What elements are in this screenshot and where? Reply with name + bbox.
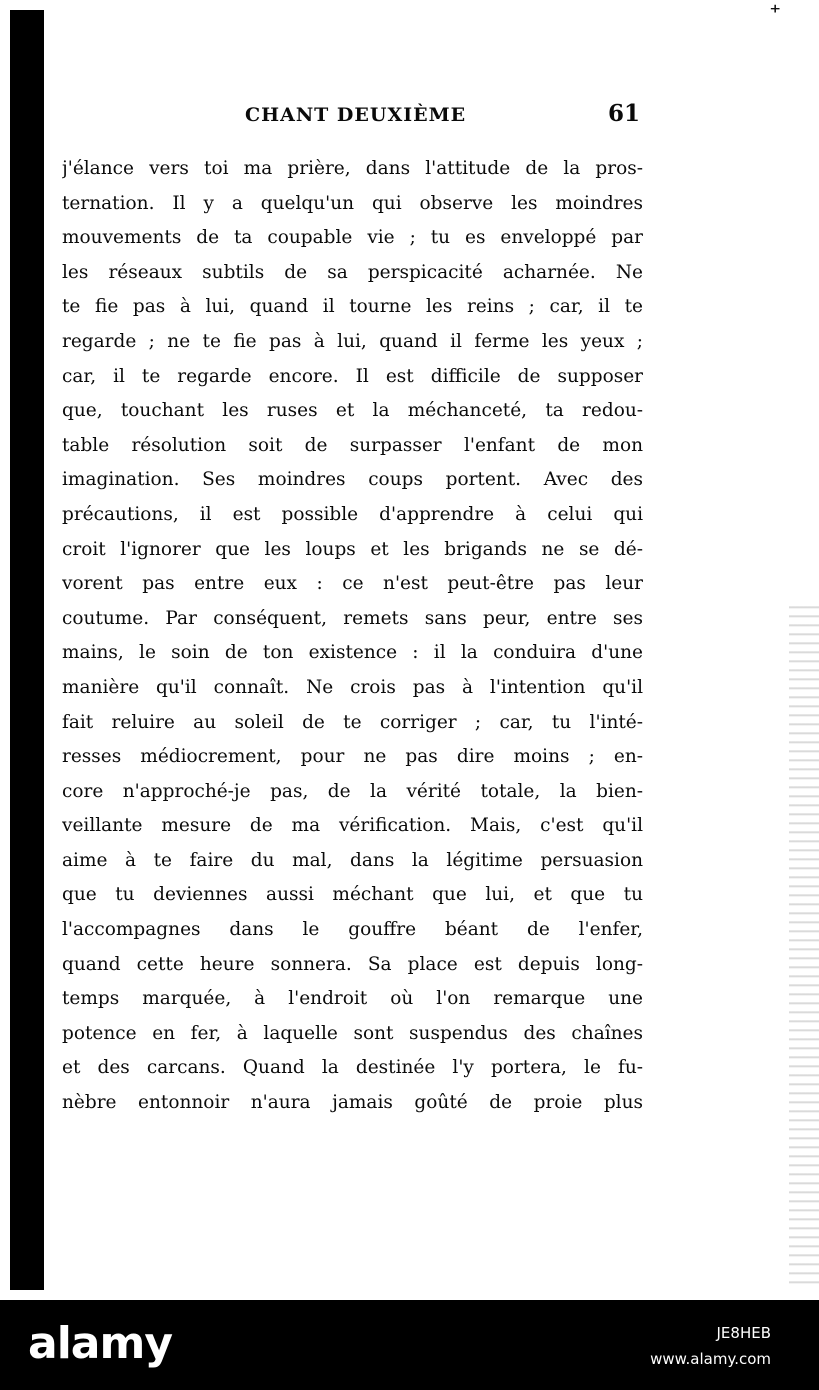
text-line: te fie pas à lui, quand il tourne les reins ; car, il te xyxy=(62,296,643,318)
body-text xyxy=(62,152,643,1121)
text-line: veillante mesure de ma vérification. Mais, c'est qu'il xyxy=(62,815,643,837)
corner-mark: ⁺ xyxy=(769,0,781,26)
stock-url: www.alamy.com xyxy=(650,1350,771,1368)
alamy-logo: alamy xyxy=(28,1318,172,1369)
text-line: les réseaux subtils de sa perspicacité acharnée. Ne xyxy=(62,261,643,283)
page-number: 61 xyxy=(607,100,640,127)
text-line: imagination. Ses moindres coups portent. Avec des xyxy=(62,469,643,491)
text-line: fait reluire au soleil de te corriger ; car, tu l'inté- xyxy=(62,711,643,733)
watermark-footer xyxy=(0,1300,819,1390)
stock-image-id: JE8HEB xyxy=(716,1324,771,1342)
left-binding-shadow xyxy=(10,10,44,1290)
text-line: car, il te regarde encore. Il est difficile de supposer xyxy=(62,365,643,387)
text-line: mains, le soin de ton existence : il la conduira d'une xyxy=(62,642,643,664)
text-line: nèbre entonnoir n'aura jamais goûté de proie plus xyxy=(62,1092,643,1114)
running-title: CHANT DEUXIÈME xyxy=(245,104,467,126)
text-line: temps marquée, à l'endroit où l'on remarque une xyxy=(62,988,643,1010)
text-line: table résolution soit de surpasser l'enfant de mon xyxy=(62,434,643,456)
text-line: manière qu'il connaît. Ne crois pas à l'intention qu'il xyxy=(62,676,643,698)
text-line: j'élance vers toi ma prière, dans l'attitude de la pros- xyxy=(62,158,643,179)
text-line: aime à te faire du mal, dans la légitime persuasion xyxy=(62,849,643,871)
text-line: et des carcans. Quand la destinée l'y portera, le fu- xyxy=(62,1057,643,1079)
text-line: resses médiocrement, pour ne pas dire moins ; en- xyxy=(62,746,643,768)
text-line: potence en fer, à laquelle sont suspendus des chaînes xyxy=(62,1022,643,1044)
text-line: coutume. Par conséquent, remets sans peur, entre ses xyxy=(62,607,643,629)
text-line: regarde ; ne te fie pas à lui, quand il ferme les yeux ; xyxy=(62,330,643,352)
text-line: core n'approché-je pas, de la vérité totale, la bien- xyxy=(62,780,643,802)
text-line: que tu deviennes aussi méchant que lui, et que tu xyxy=(62,884,643,906)
text-line: croit l'ignorer que les loups et les brigands ne se dé- xyxy=(62,538,643,560)
text-line: que, touchant les ruses et la méchanceté, ta redou- xyxy=(62,400,643,422)
text-line: précautions, il est possible d'apprendre à celui qui xyxy=(62,503,643,525)
running-head xyxy=(62,100,642,136)
right-page-edge-noise xyxy=(789,600,819,1290)
text-line: mouvements de ta coupable vie ; tu es enveloppé par xyxy=(62,227,643,249)
text-line: ternation. Il y a quelqu'un qui observe les moindres xyxy=(62,192,643,214)
text-line: vorent pas entre eux : ce n'est peut-être pas leur xyxy=(62,573,643,595)
text-line: l'accompagnes dans le gouffre béant de l'enfer, xyxy=(62,919,643,941)
text-line: quand cette heure sonnera. Sa place est depuis long- xyxy=(62,953,643,975)
